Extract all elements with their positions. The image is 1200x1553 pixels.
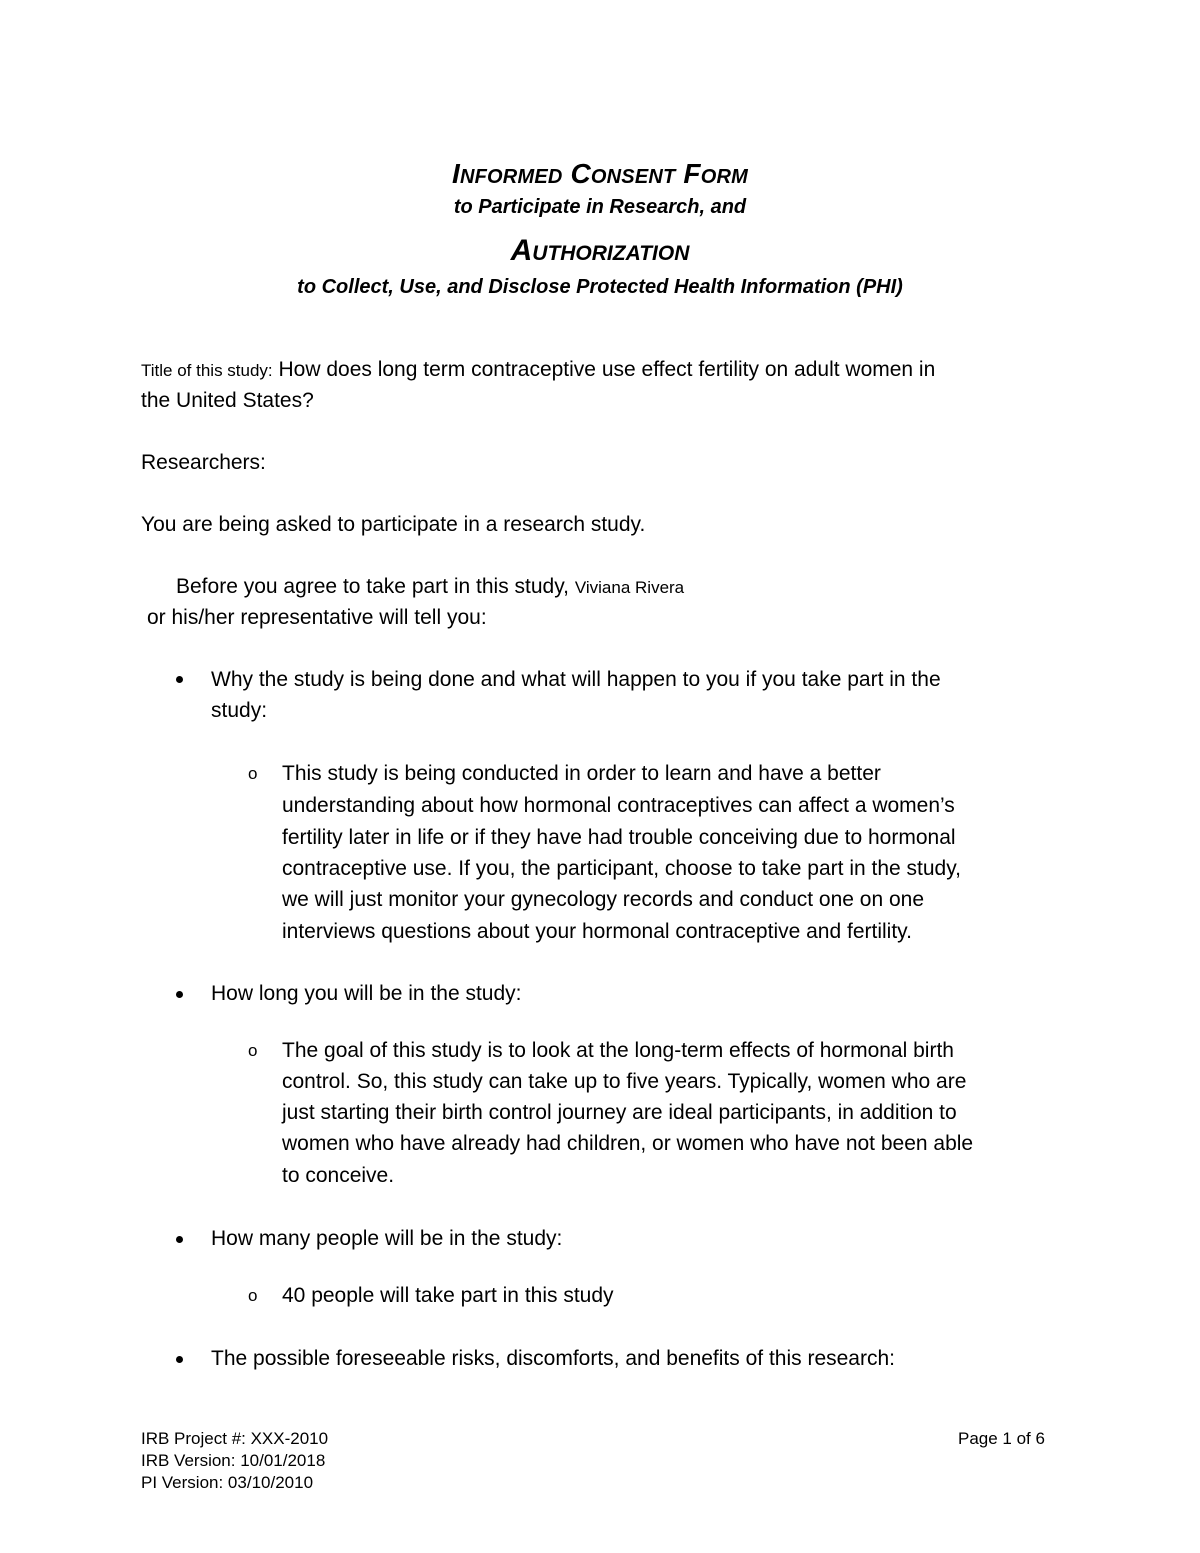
page-number: Page 1 of 6 — [958, 1429, 1045, 1448]
sub-bullet-icon: o — [248, 764, 258, 783]
bullet-2-sub-line: just starting their birth control journey are ideal participants, in addition to — [282, 1101, 957, 1124]
bullet-icon — [176, 1236, 183, 1243]
bullet-1-line-1: Why the study is being done and what will happen to you if you take part in the — [211, 668, 941, 691]
before-agree-line — [176, 571, 684, 603]
bullet-icon — [176, 1356, 183, 1363]
bullet-icon — [176, 991, 183, 998]
irb-project: IRB Project #: XXX-2010 — [141, 1429, 329, 1448]
bullet-1-sub-line: we will just monitor your gynecology records and conduct one on one — [282, 888, 925, 911]
bullet-2-line-1: How long you will be in the study: — [211, 982, 522, 1005]
bullet-4-line-1: The possible foreseeable risks, discomforts, and benefits of this research: — [211, 1347, 895, 1370]
bullet-1-line-2: study: — [211, 699, 268, 722]
bullet-1-sub-line: contraceptive use. If you, the participant, choose to take part in the study, — [282, 857, 962, 880]
before-agree-text: Before you agree to take part in this study, — [176, 575, 575, 598]
bullet-1-sub-line: understanding about how hormonal contraceptives can affect a women’s — [282, 794, 955, 817]
authorization-subtitle: to Collect, Use, and Disclose Protected Health Information (PHI) — [297, 276, 903, 298]
pi-version: PI Version: 03/10/2010 — [141, 1473, 314, 1492]
bullet-2-sub-line: to conceive. — [282, 1164, 395, 1187]
researcher-name: Viviana Rivera — [574, 578, 685, 597]
study-title-label: Title of this study: — [141, 361, 273, 380]
authorization-title: Authorization — [510, 234, 690, 267]
sub-bullet-icon: o — [248, 1286, 258, 1305]
study-title-line-1 — [141, 354, 935, 386]
form-subtitle: to Participate in Research, and — [453, 196, 747, 218]
bullet-1-sub-line: This study is being conducted in order to learn and have a better — [282, 762, 881, 785]
study-title-text: How does long term contraceptive use effect fertility on adult women in — [272, 358, 936, 381]
bullet-2-sub-line: control. So, this study can take up to five years. Typically, women who are — [282, 1070, 967, 1093]
bullet-icon — [176, 676, 183, 683]
irb-version: IRB Version: 10/01/2018 — [141, 1451, 326, 1470]
bullet-1-sub-line: fertility later in life or if they have had trouble conceiving due to hormonal — [282, 826, 956, 849]
bullet-2-sub-line: The goal of this study is to look at the long-term effects of hormonal birth — [282, 1039, 954, 1062]
form-title: Informed Consent Form — [452, 158, 748, 189]
researchers-label: Researchers: — [141, 451, 266, 474]
bullet-1-sub-line: interviews questions about your hormonal contraceptive and fertility. — [282, 920, 912, 943]
asked-statement: You are being asked to participate in a research study. — [141, 513, 646, 536]
bullet-3-sub-line: 40 people will take part in this study — [282, 1284, 614, 1307]
study-title-line-2: the United States? — [141, 389, 314, 412]
bullet-3-line-1: How many people will be in the study: — [211, 1227, 563, 1250]
sub-bullet-icon: o — [248, 1041, 258, 1060]
bullet-2-sub-line: women who have already had children, or women who have not been able — [282, 1132, 974, 1155]
representative-line: or his/her representative will tell you: — [147, 606, 487, 629]
